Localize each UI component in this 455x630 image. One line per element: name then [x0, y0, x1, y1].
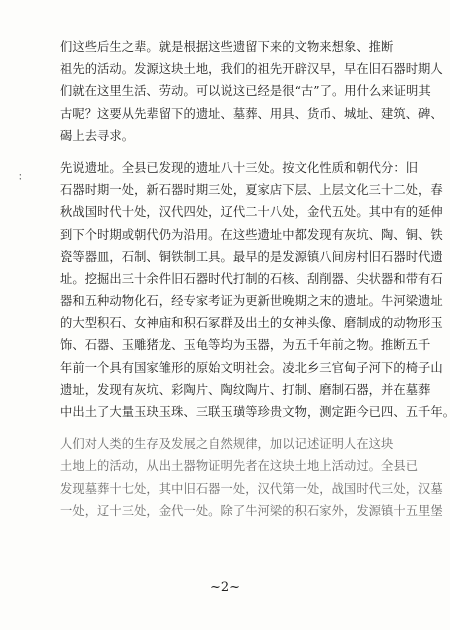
text-line: 人们对人类的生存及发展之自然规律，加以记述证明人在这块: [60, 437, 394, 452]
text-line: 年前一个具有国家雏形的原始文明社会。凌北乡三官甸子河下的椅子山: [60, 360, 443, 375]
text-line: 古呢？这要从先辈留下的遗址、墓葬、用具、货币、城址、建筑、碑、: [60, 106, 443, 121]
text-line: 址。挖掘出三十余件旧石器时代打制的石核、刮削器、尖状器和带有石: [60, 271, 443, 286]
text-line: 遗址，发现有灰坑、彩陶片、陶纹陶片、打制、磨制石器，并在墓葬: [60, 382, 431, 397]
page-number: ~2~: [209, 580, 241, 595]
text-line: 们这些后生之辈。就是根据这些遗留下来的文物来想象、推断: [60, 40, 394, 54]
text-line: 发现墓葬十七处，其中旧石器一处，汉代第一处，战国时代三处，汉墓: [60, 481, 443, 496]
text-line: 中出土了大量玉玦玉珠、三联玉璜等珍贵文物，测定距今已四、五千年。: [60, 405, 455, 419]
text-line: 碣上去寻求。: [60, 128, 135, 143]
text-line: 一处，辽十三处，金代一处。除了牛河梁的积石家外，发源镇十五里堡: [60, 503, 443, 518]
body-text: [60, 40, 455, 526]
text-line: 秋战国时代十处，汉代四处，辽代二十八处，金代五处。其中有的延伸: [60, 205, 443, 220]
text-line: 土地上的活动，从出土器物证明先者在这块土地上活动过。全县已: [60, 459, 419, 474]
text-line: 瓷等器皿，石制、铜铁制工具。最早的是发源镇八间房村旧石器时代遗: [60, 249, 443, 264]
margin-mark: ：: [18, 172, 28, 183]
text-line: 祖先的活动。发源这块土地，我们的祖先开辟汉早，早在旧石器时期人: [60, 62, 443, 77]
text-line: 的大型积石、女神庙和积石冢群及出土的女神头像、磨制成的动物形玉: [60, 316, 443, 331]
text-line: 器和五种动物化石，经专家考证为更新世晚期之末的遗址。牛河梁遗址: [60, 294, 443, 309]
text-line: 们就在这里生活、劳动。可以说这已经是很“古”了。用什么来证明其: [60, 84, 431, 99]
text-line: 石器时期一处，新石器时期三处，夏家店下层、上层文化三十二处，春: [60, 183, 443, 198]
text-line: 先说遗址。全县已发现的遗址八十三处。按文化性质和朝代分：旧: [60, 160, 419, 175]
text-line: 到下个时期或朝代仍为沿用。在这些遗址中都发现有灰坑、陶、铜、铁: [60, 227, 443, 242]
text-line: 饰、石器、玉雕猪龙、玉龟等均为玉器，为五千年前之物。推断五千: [60, 338, 431, 353]
